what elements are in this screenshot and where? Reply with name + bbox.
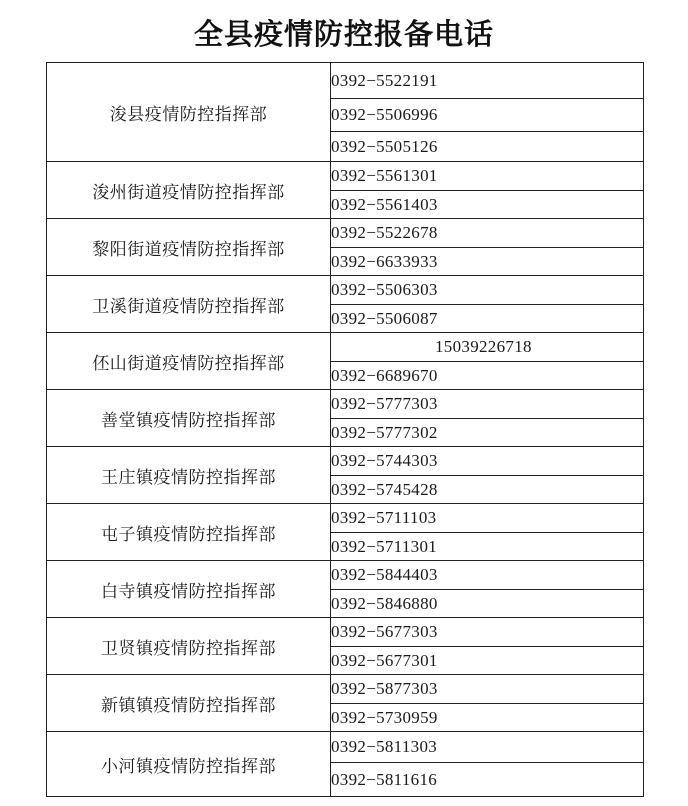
table-row bbox=[47, 447, 644, 476]
unit-name: 王庄镇疫情防控指挥部 bbox=[47, 447, 331, 504]
table-row bbox=[47, 276, 644, 305]
phone-number: 0392−5561301 bbox=[331, 162, 644, 191]
table-row bbox=[47, 618, 644, 647]
unit-name: 伾山街道疫情防控指挥部 bbox=[47, 333, 331, 390]
phone-number: 0392−5877303 bbox=[331, 675, 644, 704]
phone-number: 0392−5846880 bbox=[331, 590, 644, 618]
phone-number: 0392−5711103 bbox=[331, 504, 644, 533]
unit-name: 小河镇疫情防控指挥部 bbox=[47, 732, 331, 797]
phone-number: 0392−5505126 bbox=[331, 132, 644, 162]
unit-name: 黎阳街道疫情防控指挥部 bbox=[47, 219, 331, 276]
phone-number: 0392−6633933 bbox=[331, 248, 644, 276]
phone-number: 0392−5777303 bbox=[331, 390, 644, 419]
table-row bbox=[47, 732, 644, 763]
table-row bbox=[47, 390, 644, 419]
phone-number: 0392−5777302 bbox=[331, 419, 644, 447]
phone-number: 0392−5522678 bbox=[331, 219, 644, 248]
phone-number: 0392−5522191 bbox=[331, 63, 644, 99]
phone-number: 15039226718 bbox=[331, 333, 644, 362]
phone-number: 0392−5744303 bbox=[331, 447, 644, 476]
unit-name: 浚县疫情防控指挥部 bbox=[47, 63, 331, 162]
phone-number: 0392−5677301 bbox=[331, 647, 644, 675]
unit-name: 屯子镇疫情防控指挥部 bbox=[47, 504, 331, 561]
phone-number: 0392−5506087 bbox=[331, 305, 644, 333]
phone-number: 0392−5745428 bbox=[331, 476, 644, 504]
table-row bbox=[47, 333, 644, 362]
phone-number: 0392−6689670 bbox=[331, 362, 644, 390]
unit-name: 善堂镇疫情防控指挥部 bbox=[47, 390, 331, 447]
table-row bbox=[47, 504, 644, 533]
unit-name: 白寺镇疫情防控指挥部 bbox=[47, 561, 331, 618]
page-title: 全县疫情防控报备电话 bbox=[193, 17, 494, 51]
phone-number: 0392−5711301 bbox=[331, 533, 644, 561]
table-row bbox=[47, 63, 644, 99]
phone-number: 0392−5844403 bbox=[331, 561, 644, 590]
unit-name: 新镇镇疫情防控指挥部 bbox=[47, 675, 331, 732]
phone-number: 0392−5677303 bbox=[331, 618, 644, 647]
table-row bbox=[47, 162, 644, 191]
table-row bbox=[47, 219, 644, 248]
unit-name: 卫溪街道疫情防控指挥部 bbox=[47, 276, 331, 333]
table-row bbox=[47, 561, 644, 590]
phone-number: 0392−5561403 bbox=[331, 191, 644, 219]
phone-number: 0392−5506996 bbox=[331, 99, 644, 132]
unit-name: 卫贤镇疫情防控指挥部 bbox=[47, 618, 331, 675]
table-row bbox=[47, 675, 644, 704]
hotline-table bbox=[46, 62, 644, 797]
phone-number: 0392−5506303 bbox=[331, 276, 644, 305]
phone-number: 0392−5811616 bbox=[331, 763, 644, 797]
phone-number: 0392−5811303 bbox=[331, 732, 644, 763]
unit-name: 浚州街道疫情防控指挥部 bbox=[47, 162, 331, 219]
phone-number: 0392−5730959 bbox=[331, 704, 644, 732]
